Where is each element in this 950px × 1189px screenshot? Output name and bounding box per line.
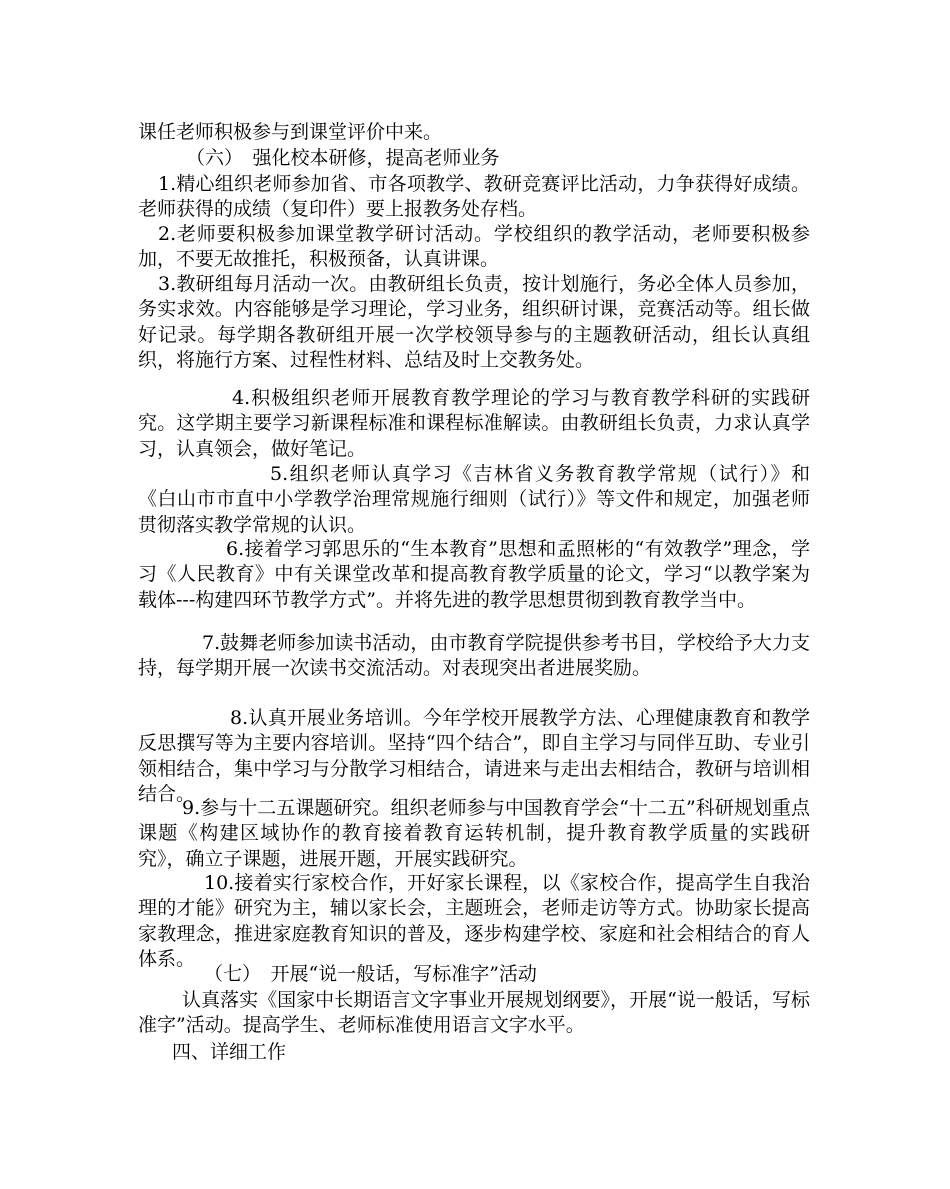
paragraph-item-9: 9.参与十二五课题研究。组织老师参与中国教育学会“十二五”科研规划重点课题《构建区域协作的教育接着教育运转机制，提升教育教学质量的实践研究》，确立子课题，进展开题，开展实践研究。 [138, 797, 810, 870]
section-heading-six: （六） 强化校本研修，提高老师业务 [186, 147, 500, 169]
paragraph-language-plan: 认真落实《国家中长期语言文字事业开展规划纲要》，开展“说一般话，写标准字”活动。提高学生、老师标准使用语言文字水平。 [138, 989, 810, 1037]
paragraph-item-3: 3.教研组每月活动一次。由教研组长负责，按计划施行，务必全体人员参加，务实求效。内容能够是学习理论，学习业务，组织研讨课，竞赛活动等。组长做好记录。每学期各教研组开展一次学校领导参与的主题教研活动，组长认真组织，将施行方案、过程性材料、总结及时上交教务处。 [138, 273, 810, 372]
paragraph-item-1: 1.精心组织老师参加省、市各项教学、教研竞赛评比活动，力争获得好成绩。老师获得的成绩（复印件）要上报教务处存档。 [138, 173, 810, 221]
paragraph-item-5: 5.组织老师认真学习《吉林省义务教育教学常规（试行）》和《白山市市直中小学教学治理常规施行细则（试行）》等文件和规定，加强老师贯彻落实教学常规的认识。 [138, 463, 810, 536]
paragraph-continuation: 课任老师积极参与到课堂评价中来。 [138, 121, 443, 143]
section-heading-four: 四、详细工作 [172, 1041, 287, 1063]
paragraph-item-7: 7.鼓舞老师参加读书活动，由市教育学院提供参考书目，学校给予大力支持，每学期开展一次读书交流活动。对表现突出者进展奖励。 [138, 632, 810, 680]
paragraph-item-4: 4.积极组织老师开展教育教学理论的学习与教育教学科研的实践研究。这学期主要学习新课程标准和课程标准解读。由教研组长负责，力求认真学习，认真领会，做好笔记。 [138, 387, 810, 460]
paragraph-item-2: 2.老师要积极参加课堂教学研讨活动。学校组织的教学活动，老师要积极参加，不要无故推托，积极预备，认真讲课。 [138, 223, 810, 271]
paragraph-item-10: 10.接着实行家校合作，开好家长课程，以《家校合作，提高学生自我治理的才能》研究为主，辅以家长会，主题班会，老师走访等方式。协助家长提高家教理念，推进家庭教育知识的普及，逐步构建学校、家庭和社会相结合的育人体系。 [138, 872, 810, 971]
paragraph-item-6: 6.接着学习郭思乐的“生本教育”思想和孟照彬的“有效教学”理念，学习《人民教育》中有关课堂改革和提高教育教学质量的论文，学习“以教学案为载体---构建四环节教学方式”。并将先进的教学思想贯彻到教育教学当中。 [138, 538, 810, 611]
section-heading-seven: （七） 开展“说一般话，写标准字”活动 [204, 963, 537, 985]
paragraph-item-8: 8.认真开展业务培训。今年学校开展教学方法、心理健康教育和教学反思撰写等为主要内容培训。坚持“四个结合”，即自主学习与同伴互助、专业引领相结合，集中学习与分散学习相结合，请进来与走出去相结合，教研与培训相结合。 [138, 707, 810, 806]
